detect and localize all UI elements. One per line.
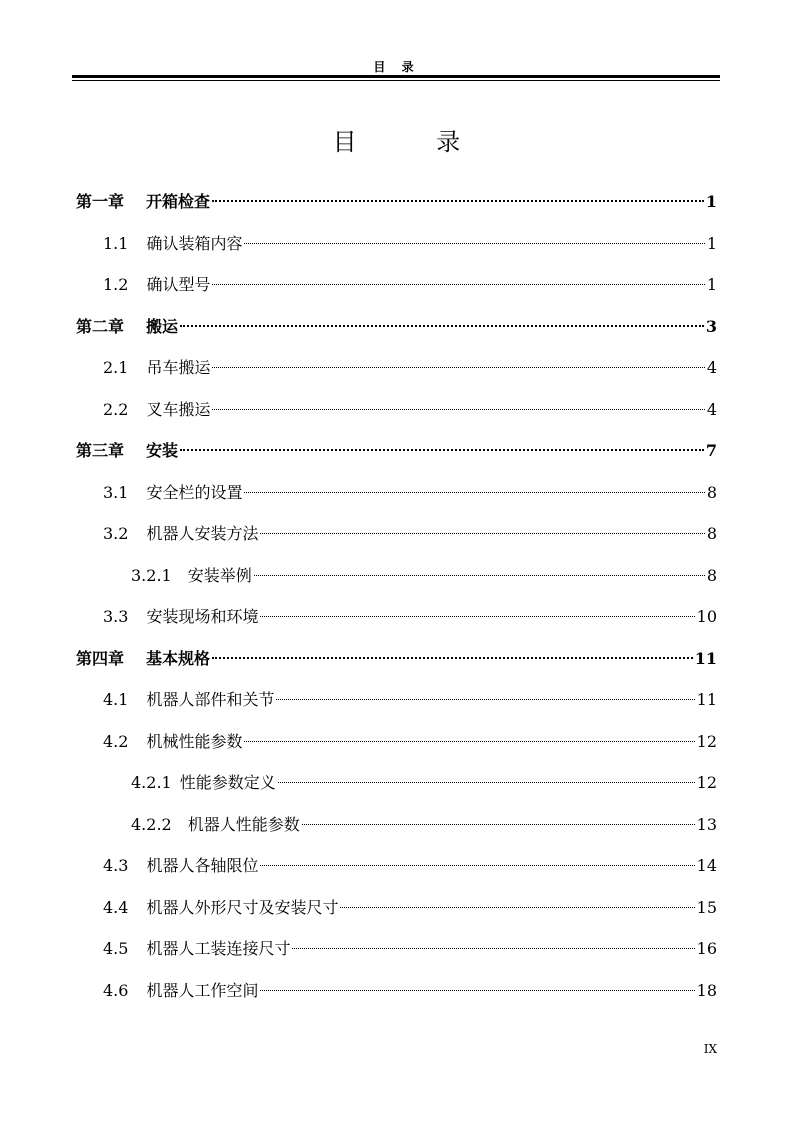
toc-entry-page: 16	[696, 939, 717, 958]
toc-entry[interactable]	[76, 347, 717, 389]
toc-entry-page: 4	[706, 399, 717, 419]
dot-leader	[244, 492, 704, 493]
dot-leader	[212, 409, 704, 410]
toc-entry-number: 4.1	[103, 690, 129, 709]
toc-entry-label: 叉车搬运	[146, 399, 211, 419]
dot-leader	[276, 699, 694, 700]
toc-entry[interactable]	[76, 970, 717, 1012]
toc-entry-page: 18	[696, 980, 717, 1000]
toc-entry-number: 1.1	[103, 233, 129, 253]
toc-entry-page: 8	[706, 482, 717, 502]
toc-entry-number: 2.1	[103, 358, 129, 377]
toc-entry-label: 机械性能参数	[146, 731, 243, 751]
toc-entry[interactable]	[76, 513, 717, 555]
toc-entry-page: 12	[696, 773, 717, 792]
dot-leader	[260, 533, 704, 534]
toc-entry-page: 1	[706, 233, 717, 253]
toc-entry[interactable]	[76, 887, 717, 929]
toc-entry-label: 性能参数定义	[179, 773, 276, 792]
toc-entry-number: 第二章	[76, 316, 125, 336]
toc-entry-number: 第三章	[76, 441, 125, 460]
toc-entry[interactable]	[76, 264, 717, 306]
toc-entry-page: 8	[706, 565, 717, 585]
dot-leader	[212, 284, 704, 285]
toc-entry-page: 11	[696, 690, 717, 709]
dot-leader	[180, 449, 704, 451]
toc-entry-number: 4.6	[103, 980, 129, 1000]
toc-entry-number: 4.3	[103, 856, 129, 875]
toc-entry-number: 第四章	[76, 648, 125, 668]
toc-entry-page: 14	[696, 856, 717, 875]
page-number: IX	[703, 1042, 717, 1056]
toc-entry-page: 3	[705, 316, 717, 336]
toc-entry-page: 4	[706, 358, 717, 377]
toc-entry-page: 1	[705, 192, 717, 211]
dot-leader	[340, 907, 694, 908]
toc-entry-label: 机器人性能参数	[187, 814, 300, 834]
toc-entry[interactable]	[76, 638, 717, 680]
toc-entry-number: 3.1	[103, 482, 129, 502]
dot-leader	[302, 824, 695, 825]
toc-entry[interactable]	[76, 845, 717, 887]
toc-entry[interactable]	[76, 223, 717, 265]
toc-entry-label: 搬运	[146, 316, 179, 336]
toc-entry-number: 4.2.1	[131, 773, 172, 792]
toc-entry-label: 机器人部件和关节	[146, 690, 275, 709]
dot-leader	[244, 741, 694, 742]
dot-leader	[260, 616, 694, 617]
toc-entry-label: 安装现场和环境	[146, 607, 259, 626]
dot-leader	[244, 243, 704, 244]
toc-entry-page: 8	[706, 524, 717, 543]
toc-entry[interactable]	[76, 928, 717, 970]
header-rule-thick	[72, 75, 720, 78]
toc-entry-label: 机器人外形尺寸及安装尺寸	[146, 897, 339, 917]
toc-entry-page: 13	[696, 814, 717, 834]
dot-leader	[292, 948, 694, 949]
toc-entry-label: 基本规格	[146, 648, 211, 668]
toc-entry-label: 吊车搬运	[146, 358, 211, 377]
toc-entry-number: 4.2.2	[131, 814, 172, 834]
toc-entry-label: 安全栏的设置	[146, 482, 243, 502]
dot-leader	[212, 367, 704, 368]
toc-entry-label: 机器人工作空间	[146, 980, 259, 1000]
toc-entry-number: 2.2	[103, 399, 129, 419]
toc-entry[interactable]	[76, 679, 717, 721]
toc-entry-page: 10	[696, 607, 717, 626]
toc-entry-label: 安装举例	[187, 565, 252, 585]
toc-entry[interactable]	[76, 181, 717, 223]
dot-leader	[180, 325, 704, 327]
dot-leader	[212, 657, 693, 659]
toc-entry-number: 4.4	[103, 897, 129, 917]
toc-entry-label: 机器人安装方法	[146, 524, 259, 543]
header-rule-thin	[72, 80, 720, 81]
toc-entry-label: 开箱检查	[146, 192, 211, 211]
toc-entry-number: 1.2	[103, 275, 129, 294]
toc-entry-number: 3.2.1	[131, 565, 172, 585]
toc-entry-number: 3.3	[103, 607, 129, 626]
toc-entry-page: 11	[694, 648, 717, 668]
toc-entry-page: 7	[705, 441, 717, 460]
toc-entry[interactable]	[76, 804, 717, 846]
dot-leader	[254, 575, 705, 576]
toc-entry-number: 4.2	[103, 731, 129, 751]
toc-entry-label: 安装	[146, 441, 179, 460]
running-header: 目 录	[373, 60, 420, 74]
toc-entry-page: 1	[706, 275, 717, 294]
dot-leader	[260, 865, 694, 866]
toc-entry-label: 机器人各轴限位	[146, 856, 259, 875]
toc-entry-number: 第一章	[76, 192, 125, 211]
toc-entry[interactable]	[76, 721, 717, 763]
dot-leader	[278, 782, 695, 783]
table-of-contents	[76, 181, 717, 1011]
dot-leader	[212, 200, 704, 202]
toc-entry[interactable]	[76, 472, 717, 514]
toc-entry[interactable]	[76, 555, 717, 597]
toc-entry[interactable]	[76, 389, 717, 431]
toc-entry-number: 4.5	[103, 939, 129, 958]
toc-entry-label: 确认装箱内容	[146, 233, 243, 253]
toc-entry-label: 确认型号	[146, 275, 211, 294]
toc-entry[interactable]	[76, 430, 717, 472]
toc-entry-label: 机器人工装连接尺寸	[146, 939, 291, 958]
dot-leader	[260, 990, 694, 991]
toc-entry[interactable]	[76, 306, 717, 348]
toc-entry[interactable]	[76, 762, 717, 804]
toc-entry-page: 15	[696, 897, 717, 917]
toc-entry[interactable]	[76, 596, 717, 638]
toc-entry-page: 12	[696, 731, 717, 751]
toc-entry-number: 3.2	[103, 524, 129, 543]
document-title: 目 录	[332, 128, 497, 156]
